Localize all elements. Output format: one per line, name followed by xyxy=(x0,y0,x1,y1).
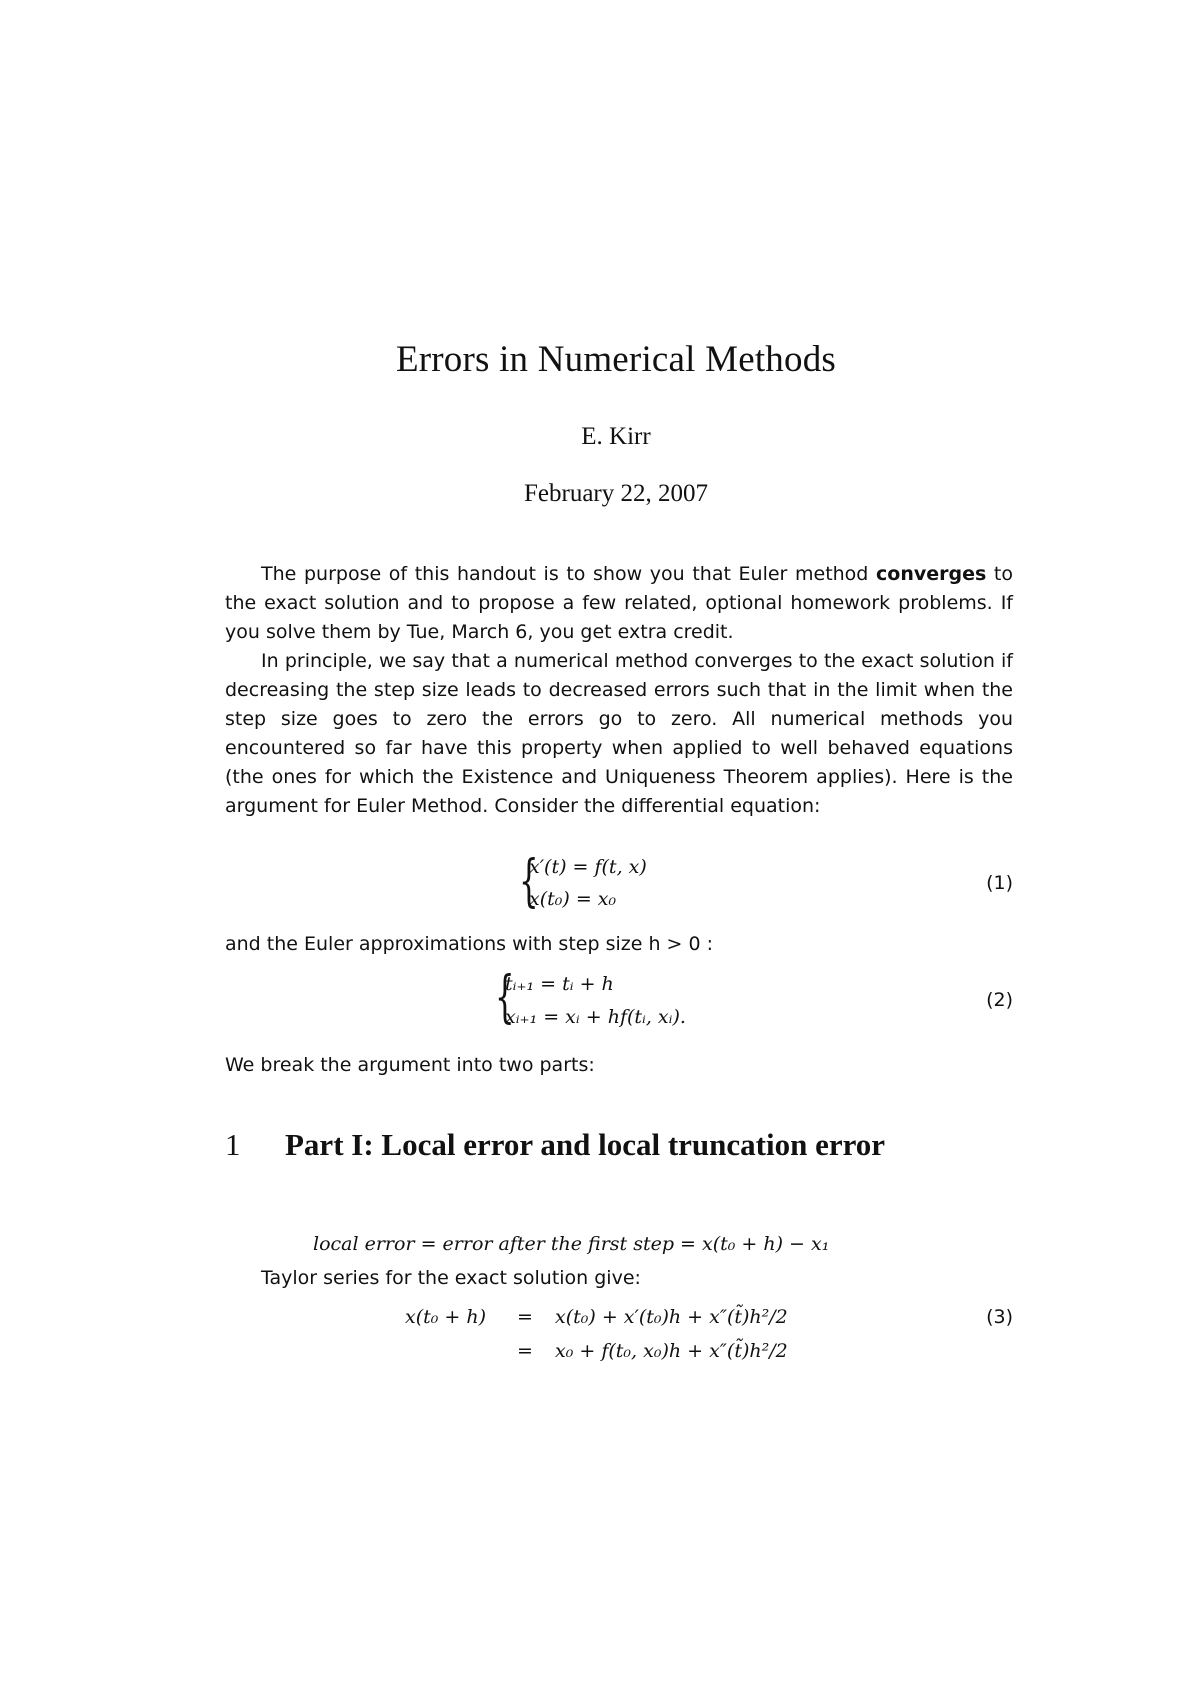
para1-after: to the exact solution and to propose a few related, optional homework problems. If you solve them by Tue, March 6, you get extra credit. xyxy=(225,563,1013,643)
eq3-rhs1: x(t₀) + x′(t₀)h + x″(t̃)h²/2 xyxy=(555,1306,788,1328)
eq1-number: (1) xyxy=(986,872,1013,894)
euler-intro: and the Euler approximations with step size h > 0 : xyxy=(225,933,714,955)
eq3-lhs: x(t₀ + h) xyxy=(405,1306,487,1328)
equation-2 xyxy=(225,965,1013,1034)
taylor-intro: Taylor series for the exact solution give: xyxy=(261,1267,641,1289)
section-number: 1 xyxy=(225,1127,241,1162)
para1-bold: converges xyxy=(876,563,987,585)
equation-1 xyxy=(225,849,1013,916)
date: February 22, 2007 xyxy=(524,480,708,507)
author: E. Kirr xyxy=(581,423,651,450)
eq2-line2: xᵢ₊₁ = xᵢ + hf(tᵢ, xᵢ). xyxy=(505,1006,686,1028)
para1-before: The purpose of this handout is to show you that Euler method xyxy=(261,563,876,585)
eq3-rhs2: x₀ + f(t₀, x₀)h + x″(t̃)h²/2 xyxy=(555,1340,788,1362)
brace-icon: { xyxy=(495,965,515,1030)
eq3-equals-1: = xyxy=(517,1306,533,1328)
paragraph-principle xyxy=(225,647,1013,821)
equation-3 xyxy=(225,1306,1013,1376)
break-text: We break the argument into two parts: xyxy=(225,1054,595,1076)
document-title: Errors in Numerical Methods xyxy=(395,339,837,380)
eq3-number: (3) xyxy=(986,1306,1013,1328)
eq2-line1: tᵢ₊₁ = tᵢ + h xyxy=(505,973,614,995)
local-error-definition: local error = error after the first step = x(t₀ + h) − x₁ xyxy=(313,1233,830,1255)
eq2-number: (2) xyxy=(986,989,1013,1011)
para2-text: In principle, we say that a numerical method converges to the exact solution if decreasing the step size leads to decreased errors such that in the limit when the step size goes to zero the errors go to zero. All numerical methods you encountered so far have this property when applied to well behaved equations (the ones for which the Existence and Uniqueness Theorem applies). Here is the argument for Euler Method. Consider the differential equation: xyxy=(225,650,1013,817)
brace-icon: { xyxy=(519,849,539,914)
eq3-equals-2: = xyxy=(517,1340,533,1362)
section-title: Part I: Local error and local truncation error xyxy=(285,1127,886,1162)
paragraph-purpose xyxy=(225,560,1013,647)
eq1-line2: x(t₀) = x₀ xyxy=(529,888,617,910)
eq1-line1: x′(t) = f(t, x) xyxy=(529,856,647,878)
